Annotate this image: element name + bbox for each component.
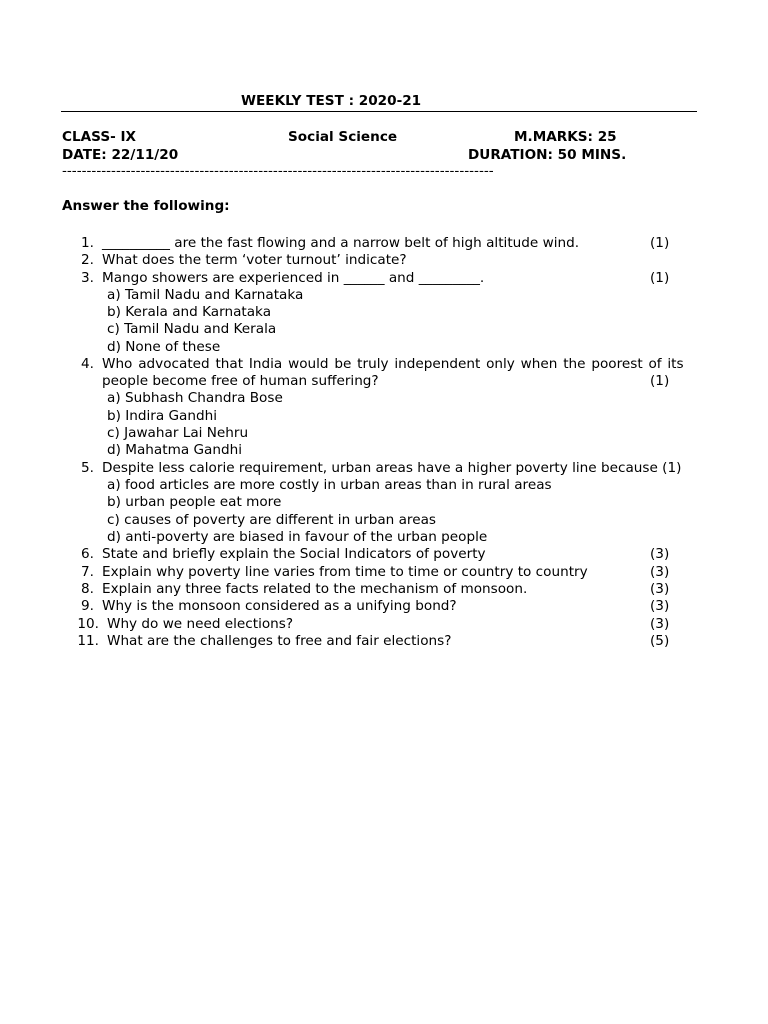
question-marks: (1)	[650, 373, 670, 389]
option: b) urban people eat more	[107, 494, 282, 510]
question-number: 9.	[81, 598, 94, 614]
question-number: 11.	[77, 633, 99, 649]
question-marks: (5)	[650, 633, 670, 649]
question-text: Why do we need elections?	[107, 616, 294, 632]
question-number: 4.	[81, 356, 94, 372]
question-text: State and briefly explain the Social Indicators of poverty	[102, 546, 486, 562]
question-text: Why is the monsoon considered as a unifying bond?	[102, 598, 457, 614]
instruction: Answer the following:	[62, 198, 230, 214]
question-text: Explain why poverty line varies from time to time or country to country	[102, 564, 588, 580]
option: c) Tamil Nadu and Kerala	[107, 321, 277, 337]
question-number: 10.	[77, 616, 99, 632]
header-rule	[61, 111, 697, 112]
question-text: Mango showers are experienced in ______ and _________.	[102, 270, 485, 286]
question-number: 5.	[81, 460, 94, 476]
question-text: Explain any three facts related to the mechanism of monsoon.	[102, 581, 528, 597]
option: d) None of these	[107, 339, 221, 355]
question-text: Who advocated that India would be truly independent only when the poorest of its	[102, 356, 684, 372]
question-marks: (1)	[650, 235, 670, 251]
question-number: 3.	[81, 270, 94, 286]
question-marks: (3)	[650, 616, 670, 632]
option: c) causes of poverty are different in urban areas	[107, 512, 436, 528]
question-text: What does the term ‘voter turnout’ indicate?	[102, 252, 407, 268]
option: a) food articles are more costly in urban areas than in rural areas	[107, 477, 552, 493]
date-label: DATE: 22/11/20	[62, 147, 179, 163]
question-marks: (1)	[650, 270, 670, 286]
question-text: Despite less calorie requirement, urban areas have a higher poverty line because (1)	[102, 460, 682, 476]
option: b) Kerala and Karnataka	[107, 304, 272, 320]
question-number: 2.	[81, 252, 94, 268]
question-number: 7.	[81, 564, 94, 580]
subject-label: Social Science	[288, 129, 398, 145]
question-number: 6.	[81, 546, 94, 562]
dash-separator: ----------------------------------------------------------------------------------------	[62, 163, 494, 179]
question-text: What are the challenges to free and fair elections?	[107, 633, 452, 649]
max-marks: M.MARKS: 25	[514, 129, 617, 145]
duration-label: DURATION: 50 MINS.	[468, 147, 627, 163]
question-number: 8.	[81, 581, 94, 597]
option: a) Tamil Nadu and Karnataka	[107, 287, 304, 303]
question-marks: (3)	[650, 598, 670, 614]
option: d) Mahatma Gandhi	[107, 442, 242, 458]
question-marks: (3)	[650, 564, 670, 580]
question-marks: (3)	[650, 581, 670, 597]
test-title: WEEKLY TEST : 2020-21	[241, 93, 422, 109]
option: b) Indira Gandhi	[107, 408, 218, 424]
class-label: CLASS- IX	[62, 129, 137, 145]
question-marks: (3)	[650, 546, 670, 562]
option: c) Jawahar Lai Nehru	[107, 425, 249, 441]
option: d) anti-poverty are biased in favour of the urban people	[107, 529, 488, 545]
question-number: 1.	[81, 235, 94, 251]
option: a) Subhash Chandra Bose	[107, 390, 283, 406]
question-text: __________ are the fast flowing and a narrow belt of high altitude wind.	[102, 235, 580, 251]
question-text-continued: people become free of human suffering?	[102, 373, 379, 389]
